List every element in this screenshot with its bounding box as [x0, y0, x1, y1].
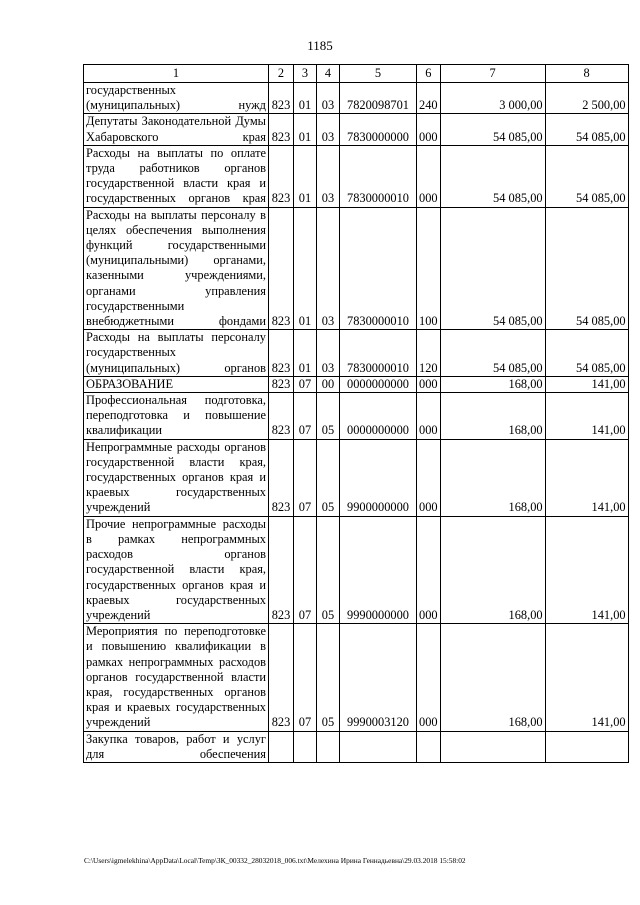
- table-row: [84, 207, 629, 330]
- cell-target-article: 7830000010: [340, 330, 417, 377]
- row-description: Профессиональная подготовка, переподготовка и повышение квалификации: [84, 393, 269, 440]
- cell-amount-1: 54 085,00: [440, 114, 545, 145]
- cell-expense-type: 000: [417, 439, 441, 516]
- cell-subsection: 05: [317, 439, 340, 516]
- cell-amount-1: 54 085,00: [440, 207, 545, 330]
- cell-amount-2: 54 085,00: [545, 207, 628, 330]
- cell-amount-1: 168,00: [440, 516, 545, 623]
- cell-ministry-code: 823: [269, 393, 294, 440]
- row-description: Расходы на выплаты персоналу в целях обеспечения выполнения функций государственными (муниципальными) органами, казенными учреждениями, органами управления государственными внебюджетными фондами: [84, 207, 269, 330]
- page-number: 1185: [307, 38, 333, 53]
- cell-target-article: [340, 731, 417, 762]
- cell-section: 01: [294, 145, 317, 207]
- row-description: Расходы на выплаты персоналу государственных (муниципальных) органов: [84, 330, 269, 377]
- cell-expense-type: 000: [417, 114, 441, 145]
- cell-amount-2: 54 085,00: [545, 114, 628, 145]
- cell-ministry-code: 823: [269, 516, 294, 623]
- cell-expense-type: 000: [417, 145, 441, 207]
- cell-ministry-code: 823: [269, 114, 294, 145]
- table-row: [84, 83, 629, 114]
- cell-expense-type: 000: [417, 393, 441, 440]
- cell-subsection: 00: [317, 376, 340, 392]
- cell-amount-1: [440, 731, 545, 762]
- cell-amount-2: 2 500,00: [545, 83, 628, 114]
- cell-amount-2: 141,00: [545, 393, 628, 440]
- cell-amount-2: [545, 731, 628, 762]
- cell-target-article: 7820098701: [340, 83, 417, 114]
- table-row: [84, 516, 629, 623]
- cell-target-article: 0000000000: [340, 393, 417, 440]
- cell-subsection: 05: [317, 393, 340, 440]
- column-header: 5: [340, 65, 417, 83]
- row-description: государственных (муниципальных) нужд: [84, 83, 269, 114]
- cell-amount-2: 141,00: [545, 516, 628, 623]
- table-header-row: [84, 65, 629, 83]
- cell-target-article: 9900000000: [340, 439, 417, 516]
- cell-section: 07: [294, 624, 317, 731]
- cell-amount-1: 168,00: [440, 376, 545, 392]
- column-header: 3: [294, 65, 317, 83]
- cell-amount-1: 168,00: [440, 624, 545, 731]
- cell-expense-type: 000: [417, 376, 441, 392]
- cell-ministry-code: 823: [269, 376, 294, 392]
- table-row: [84, 624, 629, 731]
- row-description: Закупка товаров, работ и услуг для обеспечения: [84, 731, 269, 762]
- cell-ministry-code: [269, 731, 294, 762]
- cell-expense-type: 120: [417, 330, 441, 377]
- cell-section: [294, 731, 317, 762]
- cell-expense-type: 000: [417, 624, 441, 731]
- cell-expense-type: 000: [417, 516, 441, 623]
- row-description: Депутаты Законодательной Думы Хабаровского края: [84, 114, 269, 145]
- table-row: [84, 439, 629, 516]
- cell-amount-2: 141,00: [545, 624, 628, 731]
- column-header: 6: [417, 65, 441, 83]
- cell-section: 07: [294, 516, 317, 623]
- column-header: 8: [545, 65, 628, 83]
- cell-expense-type: 240: [417, 83, 441, 114]
- cell-amount-1: 54 085,00: [440, 330, 545, 377]
- cell-section: 07: [294, 393, 317, 440]
- row-description: Прочие непрограммные расходы в рамках непрограммных расходов органов государственной власти края, государственных органов края и краевых государственных учреждений: [84, 516, 269, 623]
- cell-amount-1: 168,00: [440, 439, 545, 516]
- cell-subsection: 05: [317, 624, 340, 731]
- cell-amount-2: 141,00: [545, 439, 628, 516]
- cell-subsection: 05: [317, 516, 340, 623]
- table-row: [84, 145, 629, 207]
- table-row: [84, 731, 629, 762]
- budget-table: [83, 64, 629, 763]
- row-description: Непрограммные расходы органов государственной власти края, государственных органов края и краевых государственных учреждений: [84, 439, 269, 516]
- cell-expense-type: 100: [417, 207, 441, 330]
- cell-section: 07: [294, 439, 317, 516]
- row-description: Мероприятия по переподготовке и повышению квалификации в рамках непрограммных расходов органов государственной власти края, государственных органов края и краевых государственных учреждений: [84, 624, 269, 731]
- cell-amount-2: 54 085,00: [545, 145, 628, 207]
- cell-subsection: 03: [317, 114, 340, 145]
- cell-subsection: [317, 731, 340, 762]
- cell-subsection: 03: [317, 145, 340, 207]
- column-header: 7: [440, 65, 545, 83]
- cell-amount-2: 54 085,00: [545, 330, 628, 377]
- column-header: 4: [317, 65, 340, 83]
- cell-ministry-code: 823: [269, 83, 294, 114]
- column-header: 2: [269, 65, 294, 83]
- cell-ministry-code: 823: [269, 145, 294, 207]
- cell-section: 01: [294, 207, 317, 330]
- cell-section: 01: [294, 114, 317, 145]
- column-header: 1: [84, 65, 269, 83]
- file-path-footer: C:\Users\igmelekhina\AppData\Local\Temp\ЗК_00332_28032018_006.txt\Мелехина Ирина Геннадьевна\29.03.2018 15:58:02: [84, 856, 466, 865]
- row-description: Расходы на выплаты по оплате труда работников органов государственной власти края и государственных органов края: [84, 145, 269, 207]
- cell-target-article: 7830000000: [340, 114, 417, 145]
- cell-target-article: 9990000000: [340, 516, 417, 623]
- cell-ministry-code: 823: [269, 439, 294, 516]
- cell-subsection: 03: [317, 207, 340, 330]
- cell-amount-1: 3 000,00: [440, 83, 545, 114]
- cell-target-article: 0000000000: [340, 376, 417, 392]
- table-row: [84, 376, 629, 392]
- cell-section: 01: [294, 83, 317, 114]
- cell-expense-type: [417, 731, 441, 762]
- cell-amount-2: 141,00: [545, 376, 628, 392]
- cell-amount-1: 168,00: [440, 393, 545, 440]
- cell-amount-1: 54 085,00: [440, 145, 545, 207]
- table-row: [84, 114, 629, 145]
- table-row: [84, 330, 629, 377]
- table-row: [84, 393, 629, 440]
- cell-target-article: 7830000010: [340, 145, 417, 207]
- cell-section: 01: [294, 330, 317, 377]
- cell-target-article: 9990003120: [340, 624, 417, 731]
- cell-ministry-code: 823: [269, 624, 294, 731]
- cell-ministry-code: 823: [269, 207, 294, 330]
- cell-section: 07: [294, 376, 317, 392]
- cell-target-article: 7830000010: [340, 207, 417, 330]
- cell-ministry-code: 823: [269, 330, 294, 377]
- row-description: ОБРАЗОВАНИЕ: [84, 376, 269, 392]
- cell-subsection: 03: [317, 83, 340, 114]
- cell-subsection: 03: [317, 330, 340, 377]
